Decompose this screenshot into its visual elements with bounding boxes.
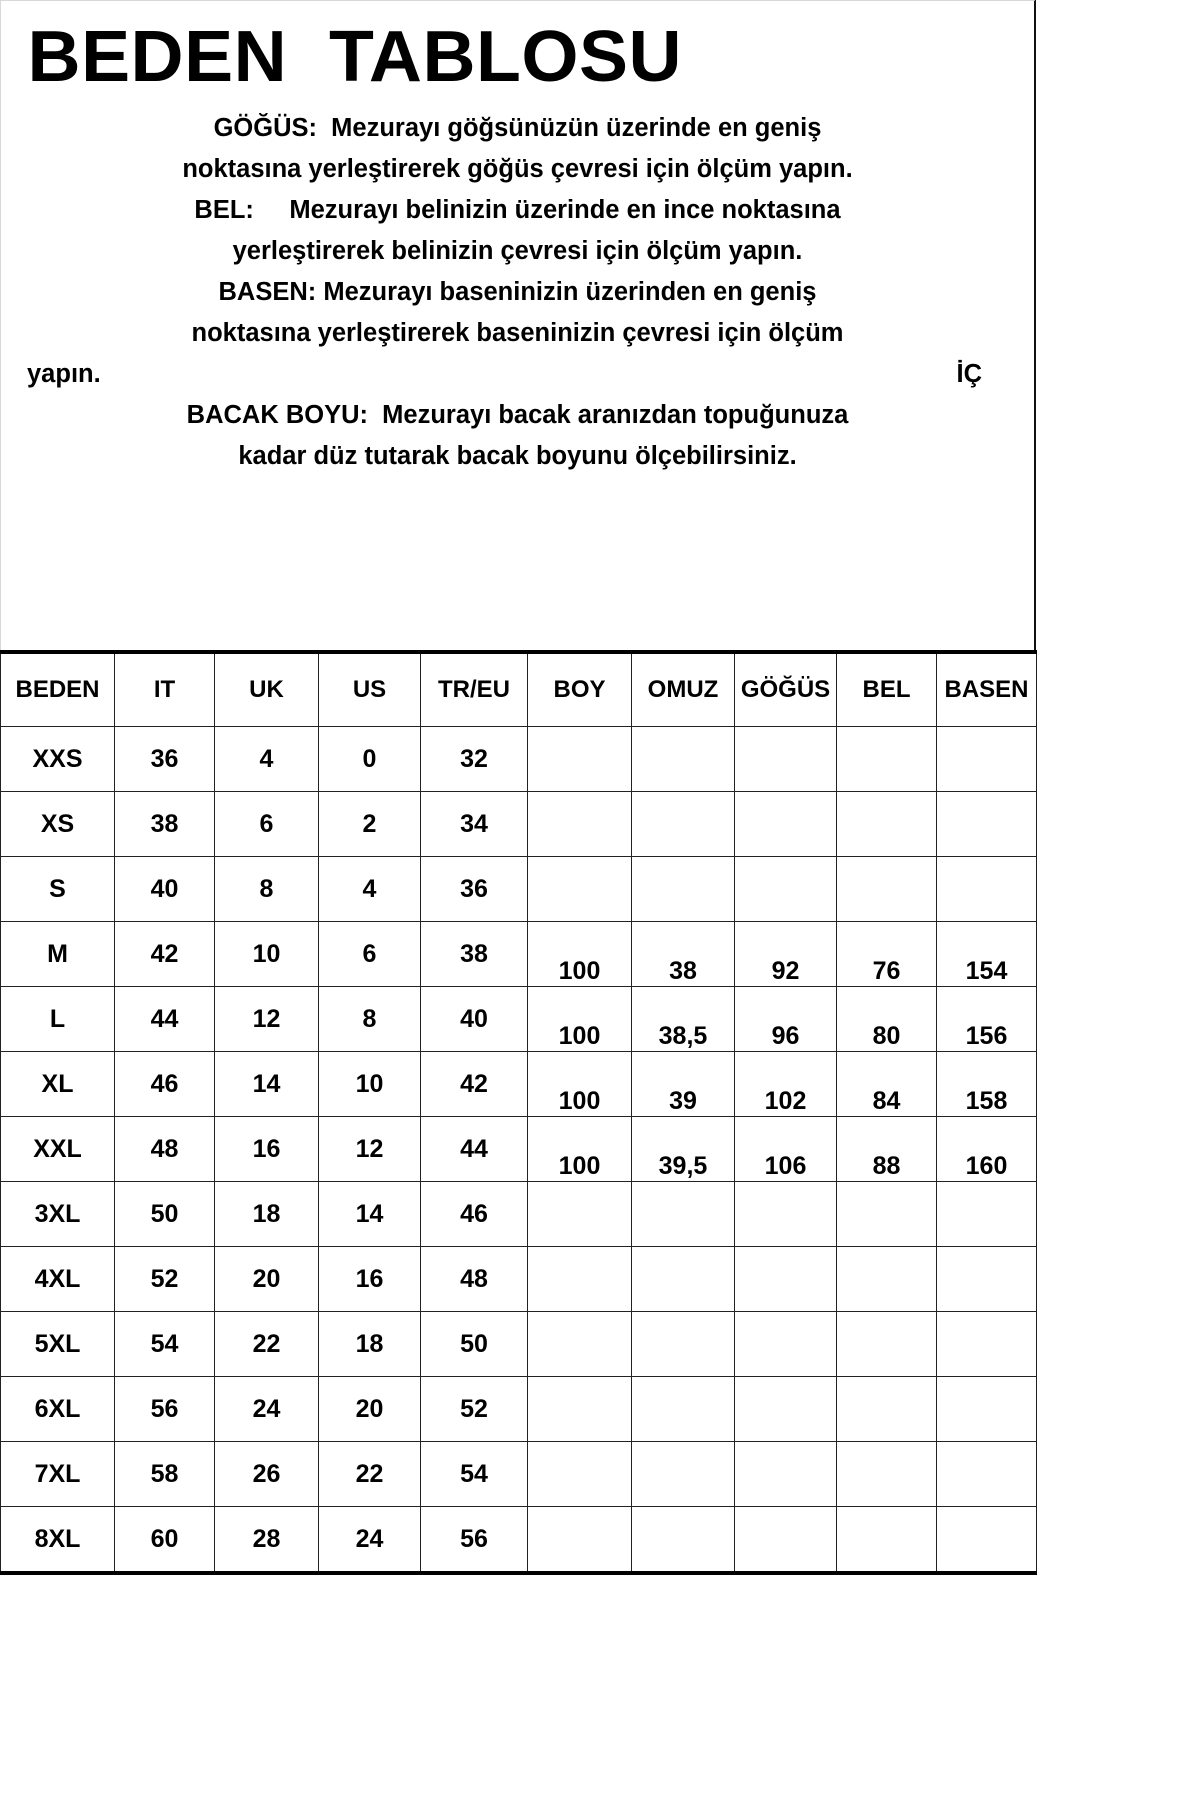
cell-beden: S [1, 857, 115, 922]
instruction-line: kadar düz tutarak bacak boyunu ölçebilirsiniz. [238, 442, 797, 471]
cell-uk: 16 [215, 1117, 319, 1182]
cell-boy: 100 [528, 987, 632, 1052]
cell-omuz [632, 1377, 735, 1442]
cell-basen: 156 [937, 987, 1037, 1052]
instruction-line: noktasına yerleştirerek baseninizin çevresi için ölçüm [191, 319, 844, 348]
cell-treu: 44 [421, 1117, 528, 1182]
cell-gogus [735, 1377, 837, 1442]
cell-bel [837, 792, 937, 857]
cell-bel [837, 1182, 937, 1247]
cell-it: 48 [115, 1117, 215, 1182]
cell-treu: 46 [421, 1182, 528, 1247]
cell-beden: 4XL [1, 1247, 115, 1312]
cell-basen [937, 1442, 1037, 1507]
column-header-uk: UK [215, 652, 319, 727]
cell-gogus [735, 792, 837, 857]
cell-bel: 84 [837, 1052, 937, 1117]
cell-basen: 160 [937, 1117, 1037, 1182]
table-row [1, 1117, 1037, 1182]
cell-beden: XS [1, 792, 115, 857]
cell-us: 20 [319, 1377, 421, 1442]
column-header-beden: BEDEN [1, 652, 115, 727]
cell-bel [837, 1507, 937, 1574]
cell-us: 4 [319, 857, 421, 922]
cell-it: 40 [115, 857, 215, 922]
table-row [1, 1247, 1037, 1312]
cell-bel: 80 [837, 987, 937, 1052]
size-table-head [1, 652, 1037, 727]
cell-treu: 36 [421, 857, 528, 922]
table-row [1, 1052, 1037, 1117]
table-row [1, 1442, 1037, 1507]
cell-uk: 18 [215, 1182, 319, 1247]
column-header-g-s: GÖĞÜS [735, 652, 837, 727]
cell-gogus [735, 1182, 837, 1247]
cell-omuz: 39,5 [632, 1117, 735, 1182]
cell-uk: 14 [215, 1052, 319, 1117]
cell-basen [937, 1182, 1037, 1247]
cell-beden: L [1, 987, 115, 1052]
cell-it: 36 [115, 727, 215, 792]
size-table [0, 650, 1037, 1575]
cell-boy [528, 792, 632, 857]
cell-gogus [735, 1507, 837, 1574]
cell-boy: 100 [528, 922, 632, 987]
cell-us: 10 [319, 1052, 421, 1117]
cell-treu: 32 [421, 727, 528, 792]
cell-omuz [632, 1312, 735, 1377]
cell-it: 38 [115, 792, 215, 857]
table-header-row [1, 652, 1037, 727]
cell-boy [528, 1312, 632, 1377]
size-table-container [0, 650, 1036, 1575]
column-header-it: IT [115, 652, 215, 727]
cell-it: 60 [115, 1507, 215, 1574]
table-row [1, 792, 1037, 857]
instruction-line: BEL: Mezurayı belinizin üzerinde en ince noktasına [194, 196, 841, 225]
cell-bel [837, 1312, 937, 1377]
cell-us: 18 [319, 1312, 421, 1377]
cell-us: 0 [319, 727, 421, 792]
cell-omuz [632, 857, 735, 922]
cell-basen [937, 1247, 1037, 1312]
cell-uk: 6 [215, 792, 319, 857]
cell-bel [837, 857, 937, 922]
cell-beden: 8XL [1, 1507, 115, 1574]
table-row [1, 727, 1037, 792]
table-row [1, 987, 1037, 1052]
cell-basen: 154 [937, 922, 1037, 987]
table-row [1, 1507, 1037, 1574]
cell-omuz: 38 [632, 922, 735, 987]
cell-basen [937, 1377, 1037, 1442]
cell-it: 44 [115, 987, 215, 1052]
cell-beden: 5XL [1, 1312, 115, 1377]
instruction-line: BACAK BOYU: Mezurayı bacak aranızdan topuğunuza [186, 401, 849, 430]
cell-us: 2 [319, 792, 421, 857]
cell-basen [937, 1507, 1037, 1574]
cell-uk: 22 [215, 1312, 319, 1377]
instruction-line: yapın. İÇ [27, 354, 1008, 395]
cell-bel: 76 [837, 922, 937, 987]
cell-it: 56 [115, 1377, 215, 1442]
cell-boy [528, 1182, 632, 1247]
cell-treu: 40 [421, 987, 528, 1052]
cell-treu: 42 [421, 1052, 528, 1117]
cell-gogus: 96 [735, 987, 837, 1052]
cell-beden: XXL [1, 1117, 115, 1182]
table-row [1, 922, 1037, 987]
table-row [1, 1312, 1037, 1377]
cell-bel [837, 1442, 937, 1507]
cell-bel [837, 727, 937, 792]
table-row [1, 857, 1037, 922]
cell-treu: 56 [421, 1507, 528, 1574]
cell-gogus: 92 [735, 922, 837, 987]
cell-boy: 100 [528, 1052, 632, 1117]
table-row [1, 1377, 1037, 1442]
instructions-block [1, 94, 1034, 477]
cell-omuz: 39 [632, 1052, 735, 1117]
cell-treu: 52 [421, 1377, 528, 1442]
cell-uk: 10 [215, 922, 319, 987]
cell-bel [837, 1247, 937, 1312]
column-header-tr-eu: TR/EU [421, 652, 528, 727]
cell-it: 54 [115, 1312, 215, 1377]
cell-basen [937, 792, 1037, 857]
cell-us: 22 [319, 1442, 421, 1507]
cell-it: 42 [115, 922, 215, 987]
cell-omuz [632, 1442, 735, 1507]
cell-us: 24 [319, 1507, 421, 1574]
cell-boy [528, 1507, 632, 1574]
cell-treu: 34 [421, 792, 528, 857]
cell-boy: 100 [528, 1117, 632, 1182]
cell-boy [528, 1442, 632, 1507]
cell-omuz: 38,5 [632, 987, 735, 1052]
cell-basen [937, 727, 1037, 792]
cell-beden: 7XL [1, 1442, 115, 1507]
cell-beden: XL [1, 1052, 115, 1117]
instruction-line: noktasına yerleştirerek göğüs çevresi için ölçüm yapın. [182, 155, 853, 184]
instruction-line-tail: İÇ [956, 360, 982, 389]
cell-boy [528, 727, 632, 792]
cell-omuz [632, 1247, 735, 1312]
cell-basen: 158 [937, 1052, 1037, 1117]
cell-omuz [632, 1507, 735, 1574]
table-row [1, 1182, 1037, 1247]
cell-uk: 20 [215, 1247, 319, 1312]
cell-boy [528, 1247, 632, 1312]
cell-beden: XXS [1, 727, 115, 792]
cell-us: 8 [319, 987, 421, 1052]
cell-gogus: 102 [735, 1052, 837, 1117]
cell-uk: 8 [215, 857, 319, 922]
cell-basen [937, 1312, 1037, 1377]
cell-beden: 3XL [1, 1182, 115, 1247]
cell-it: 46 [115, 1052, 215, 1117]
cell-treu: 48 [421, 1247, 528, 1312]
column-header-boy: BOY [528, 652, 632, 727]
size-table-body [1, 727, 1037, 1574]
cell-treu: 38 [421, 922, 528, 987]
cell-uk: 26 [215, 1442, 319, 1507]
cell-us: 6 [319, 922, 421, 987]
cell-gogus [735, 727, 837, 792]
cell-uk: 24 [215, 1377, 319, 1442]
cell-us: 12 [319, 1117, 421, 1182]
cell-it: 52 [115, 1247, 215, 1312]
cell-gogus [735, 857, 837, 922]
cell-gogus [735, 1442, 837, 1507]
cell-boy [528, 857, 632, 922]
cell-gogus [735, 1312, 837, 1377]
cell-us: 16 [319, 1247, 421, 1312]
cell-it: 58 [115, 1442, 215, 1507]
cell-beden: M [1, 922, 115, 987]
measurement-instructions-panel [0, 0, 1036, 650]
page-title: BEDEN TABLOSU [27, 17, 683, 97]
cell-bel: 88 [837, 1117, 937, 1182]
cell-basen [937, 857, 1037, 922]
instruction-line: GÖĞÜS: Mezurayı göğsünüzün üzerinde en geniş [213, 114, 822, 143]
cell-boy [528, 1377, 632, 1442]
panel-right-rule [1035, 0, 1036, 650]
column-header-us: US [319, 652, 421, 727]
cell-us: 14 [319, 1182, 421, 1247]
cell-it: 50 [115, 1182, 215, 1247]
cell-treu: 50 [421, 1312, 528, 1377]
cell-omuz [632, 727, 735, 792]
cell-uk: 4 [215, 727, 319, 792]
column-header-omuz: OMUZ [632, 652, 735, 727]
column-header-basen: BASEN [937, 652, 1037, 727]
cell-bel [837, 1377, 937, 1442]
cell-treu: 54 [421, 1442, 528, 1507]
instruction-line: yerleştirerek belinizin çevresi için ölçüm yapın. [232, 237, 803, 266]
cell-gogus: 106 [735, 1117, 837, 1182]
cell-gogus [735, 1247, 837, 1312]
cell-omuz [632, 1182, 735, 1247]
cell-omuz [632, 792, 735, 857]
cell-uk: 28 [215, 1507, 319, 1574]
cell-beden: 6XL [1, 1377, 115, 1442]
cell-uk: 12 [215, 987, 319, 1052]
column-header-bel: BEL [837, 652, 937, 727]
instruction-line: BASEN: Mezurayı baseninizin üzerinden en geniş [218, 278, 817, 307]
